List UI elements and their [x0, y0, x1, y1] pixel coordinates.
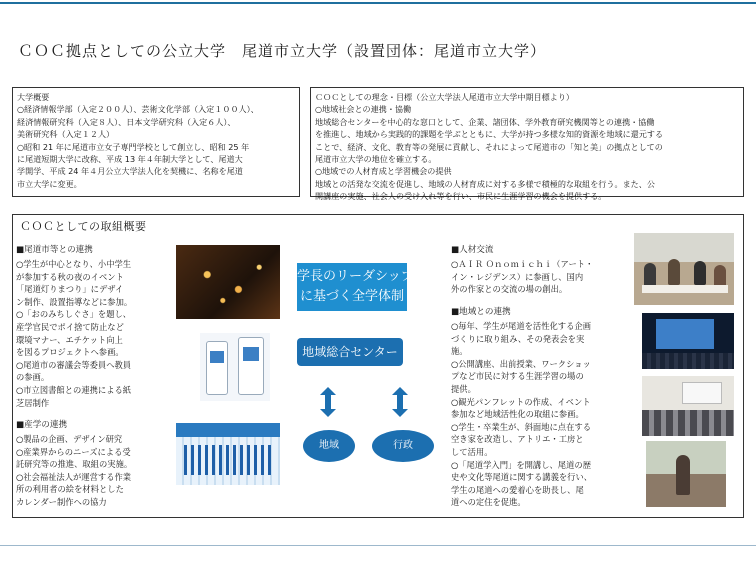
community-line: づくりに取り組み、その発表会を実: [451, 333, 585, 344]
industry-line: ○製品の企画、デザイン研究: [16, 434, 123, 444]
top-rule: [0, 2, 756, 4]
philosophy-line: 地域総合センターを中心的な窓口として、企業、諸団体、学外教育研究機関等との連携・協働: [315, 116, 655, 127]
community-line: 提供。: [451, 383, 476, 394]
arrow-up-down-icon: [392, 387, 408, 417]
industry-section: [16, 419, 176, 509]
city-line: ○「おのみちしぐさ」を題し、: [16, 309, 132, 320]
city-section: [16, 244, 176, 409]
overview-line: 経済情報研究科（入定８人）、日本文学研究科（入定６人）、: [17, 116, 236, 127]
community-line: ○「尾道学入門」を開講し、尾道の歴: [451, 459, 591, 470]
hr-section: [451, 244, 631, 296]
government-node: 行政: [372, 430, 434, 462]
city-line: ○市立図書館との連携による紙: [16, 384, 132, 395]
philosophy-line: 尾道市立大学の地位を確立する。: [315, 154, 437, 165]
city-heading: ■尾道市等との連携: [16, 245, 93, 255]
leadership-box: 学長のリーダシップ に基づく全学体制: [297, 263, 407, 311]
city-line: 「尾道灯りまつり」にデザイ: [16, 284, 124, 295]
bottom-rule: [0, 545, 756, 546]
philosophy-line: 地域との活発な交流を促進し、地域の人材育成に対する多様で積極的な取組を行う。また、公: [315, 178, 655, 189]
artist-residence-photo: [634, 233, 734, 305]
overview-line: ○昭和 21 年に尾道市立女子専門学校として創立し、昭和 25 年: [17, 141, 250, 152]
page-title: ＣＯＣ拠点としての公立大学 尾道市立大学（設置団体：尾道市立大学）: [18, 42, 547, 60]
community-line: 空き家を改造し、アトリエ・工房と: [451, 434, 584, 445]
presentation-photo: [642, 313, 734, 369]
lantern-festival-photo: [176, 245, 280, 319]
city-line: を図るプロジェクトへ参画。: [16, 347, 124, 358]
philosophy-line: ことで、経済、文化、教育等の発展に貢献し、それによって尾道市の「知と美」の拠点としての: [315, 141, 663, 152]
philosophy-line: ○地域での人材育成と学習機会の提供: [315, 166, 452, 177]
community-line: 史や文化等尾道に関する講義を行い、: [451, 472, 593, 483]
industry-line: カレンダー制作への協力: [16, 496, 107, 507]
community-line: して活用。: [451, 446, 493, 457]
philosophy-box: [310, 87, 744, 202]
activities-heading: ＣＯＣとしての取組概要: [20, 220, 147, 233]
region-node: 地域: [303, 430, 355, 462]
city-line: ○学生が中心となり、小中学生: [16, 259, 132, 269]
city-line: 環境マナー、エチケット向上: [16, 334, 123, 345]
city-line: ン制作、設置指導などに参加。: [16, 296, 133, 307]
community-line: プなど市民に対する生涯学習の場の: [451, 371, 584, 382]
lecture-photo: [642, 376, 734, 436]
community-line: 道への定住を促進。: [451, 497, 526, 508]
city-line: の参画。: [16, 372, 50, 383]
community-line: ○毎年、学生が尾道を活性化する企画: [451, 321, 591, 331]
city-line: 産学官民でポイ捨て防止など: [16, 321, 124, 332]
industry-line: ○社会福祉法人が運営する作業: [16, 471, 132, 482]
philosophy-heading: ＣＯＣとしての理念・目標（公立大学法人尾道市立大学中期目標より）: [315, 92, 575, 102]
atelier-photo: [646, 441, 726, 507]
regional-center-box: 地域総合センター: [297, 338, 403, 366]
overview-line: ○経済情報学部（入定２００人）、芸術文化学部（入定１００人）、: [17, 104, 259, 115]
philosophy-line: 開講座の実施、社会人の受け入れ等を行い、市民に生涯学習の機会を提供する。: [315, 191, 607, 202]
community-line: ○観光パンフレットの作成、イベント: [451, 396, 591, 407]
bidirectional-arrows: [318, 385, 414, 419]
community-section: [451, 306, 631, 509]
community-heading: ■地域との連携: [451, 307, 511, 317]
community-line: ○公開講座、出前授業、ワークショッ: [451, 358, 591, 369]
overview-line: に尾道短期大学に改称、平成 13 年４年制大学として、尾道大: [17, 154, 243, 165]
overview-box: [12, 87, 300, 197]
industry-heading: ■産学の連携: [16, 420, 68, 430]
industry-line: 託研究等の推進、取組の実施。: [16, 459, 133, 470]
industry-line: ○産業界からのニーズによる受: [16, 446, 131, 457]
city-line: ○尾道市の審議会等委員へ教員: [16, 359, 132, 370]
hr-line: ○ＡＩＲ Ｏｎｏｍｉｃｈｉ（アート・: [451, 259, 594, 269]
city-line: が参加する秋の夜のイベント: [16, 271, 124, 282]
philosophy-line: ○地域社会との連携・協働: [315, 104, 412, 115]
city-line: 芝居制作: [16, 397, 50, 408]
hr-heading: ■人材交流: [451, 245, 494, 255]
philosophy-line: を推進し、地域から実践的的課題を学ぶとともに、大学が持つ多様な知的資源を地域に還元する: [315, 129, 664, 140]
overview-line: 学開学、平成 24 年４月公立大学法人化を契機に、名称を尾道: [17, 166, 243, 177]
calendar-photo: [176, 423, 280, 485]
arrow-up-down-icon: [320, 387, 336, 417]
overview-line: 美術研究科（入定１２人）: [17, 129, 115, 140]
community-line: 参加など地域活性化の取組に参画。: [451, 409, 584, 420]
industry-line: 所の利用者の絵を材料とした: [16, 484, 124, 495]
overview-heading: 大学概要: [17, 92, 50, 102]
hr-line: イン・レジデンス）に参画し、国内: [451, 271, 584, 282]
ecotap-product-photo: [200, 333, 270, 401]
hr-line: 外の作家との交流の場の創出。: [451, 284, 568, 295]
overview-line: 市立大学に変更。: [17, 178, 82, 189]
community-line: 施。: [451, 346, 468, 357]
community-line: 学生の尾道への愛着心を助長し、尾: [451, 484, 584, 495]
community-line: ○学生・卒業生が、斜面地に点在する: [451, 421, 591, 432]
